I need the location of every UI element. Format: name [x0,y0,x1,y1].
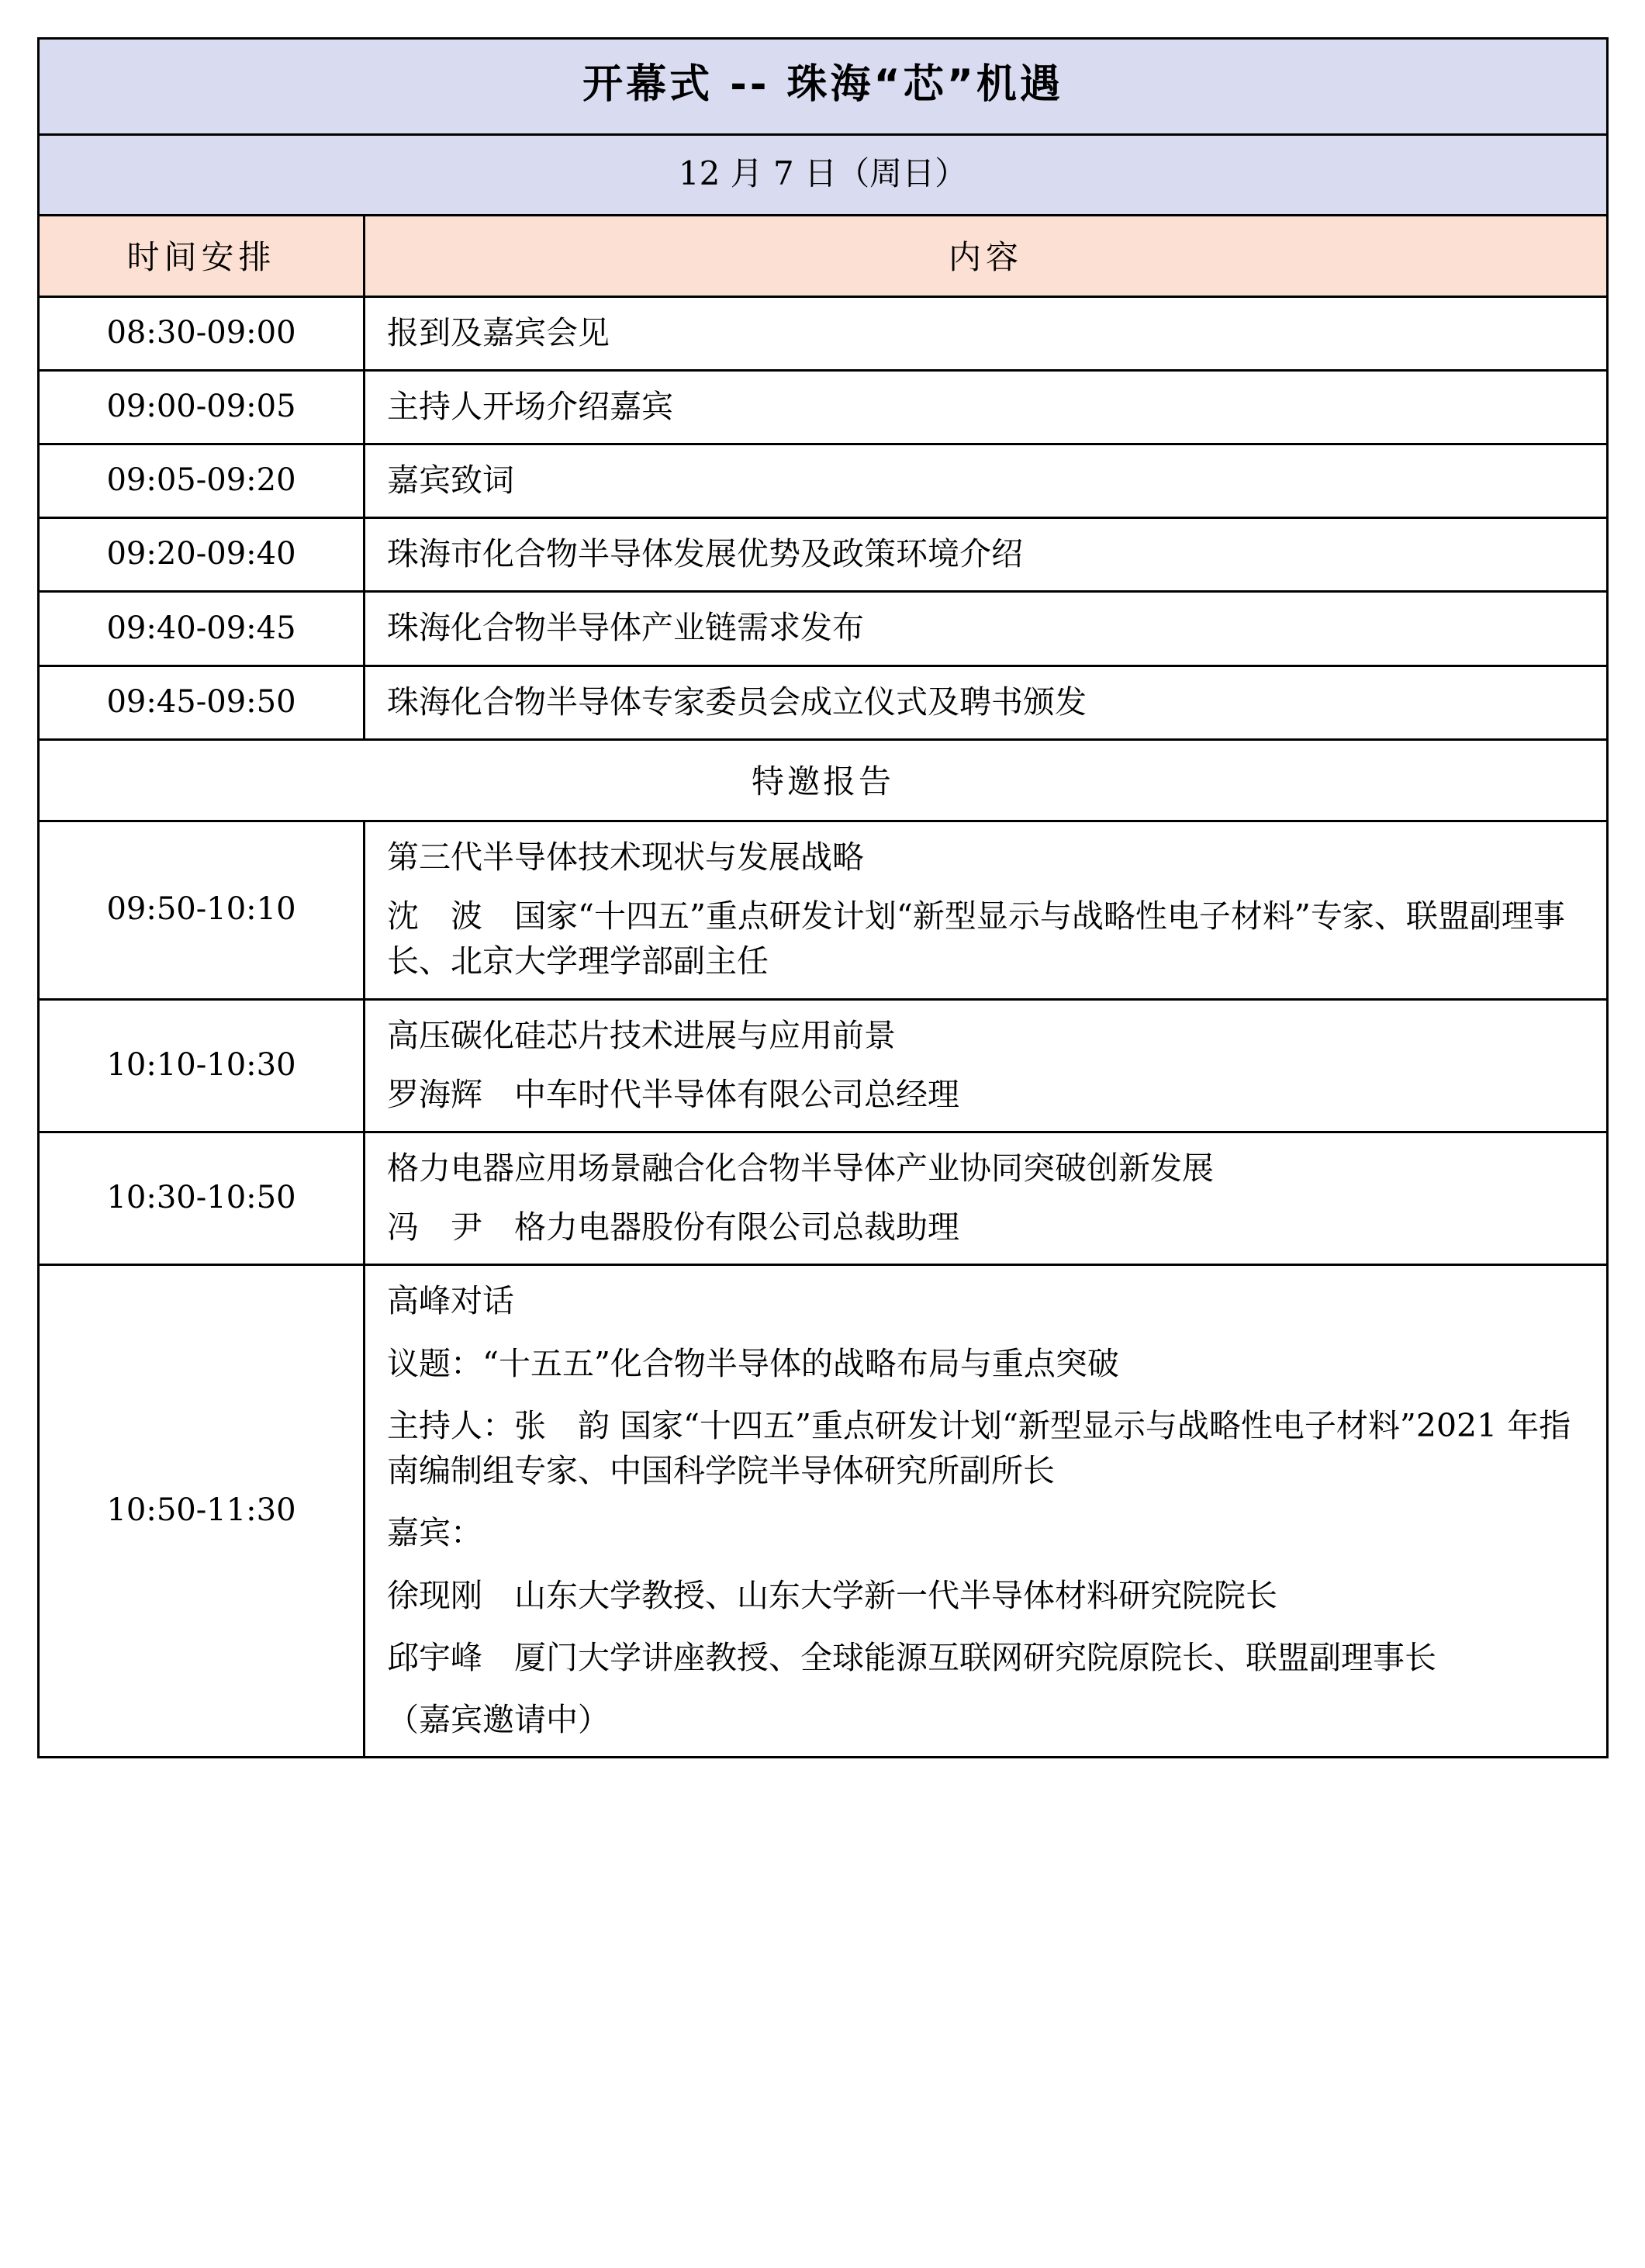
table-row [39,444,1608,518]
table-row [39,370,1608,444]
row-content-line: 沈 波 国家“十四五”重点研发计划“新型显示与战略性电子材料”专家、联盟副理事长、北京大学理学部副主任 [387,897,1565,980]
table-row [39,1265,1608,1758]
row-time: 10:50-11:30 [106,1492,296,1529]
row-time: 09:45-09:50 [106,683,296,720]
section-header-invited-talks [39,739,1608,821]
row-content-cell [365,370,1608,444]
row-content-line: 格力电器应用场景融合化合物半导体产业协同突破创新发展 [387,1150,1214,1187]
row-content [387,835,1594,984]
agenda-table-body [39,39,1608,1758]
row-content-line: 冯 尹 格力电器股份有限公司总裁助理 [387,1208,959,1246]
row-content-line: 主持人开场介绍嘉宾 [387,387,673,425]
row-content-line: 议题：“十五五”化合物半导体的战略布局与重点突破 [387,1344,1119,1382]
column-header-row [39,215,1608,296]
row-content-cell [365,999,1608,1132]
row-time: 09:05-09:20 [106,462,296,499]
session-date: 12 月 7 日（周日） [678,154,968,192]
row-content [387,1146,1594,1250]
row-time-cell [39,444,365,518]
column-header-content [365,215,1608,296]
row-content-cell [365,666,1608,739]
row-time-cell [39,1132,365,1265]
table-row [39,999,1608,1132]
row-content-line: 罗海辉 中车时代半导体有限公司总经理 [387,1075,959,1113]
row-content-cell [365,592,1608,666]
row-time-cell [39,999,365,1132]
table-row [39,592,1608,666]
row-content-line: 第三代半导体技术现状与发展战略 [387,838,864,876]
section-header-row [39,739,1608,821]
row-content [387,310,1594,355]
agenda-table [37,37,1609,1758]
row-content-cell [365,1265,1608,1758]
session-date-cell [39,135,1608,216]
section-header-label: 特邀报告 [752,762,895,800]
row-time-cell [39,821,365,999]
row-content-line: 徐现刚 山东大学教授、山东大学新一代半导体材料研究院院长 [387,1576,1277,1614]
row-content-line: 邱宇峰 厦门大学讲座教授、全球能源互联网研究院原院长、联盟副理事长 [387,1638,1436,1676]
row-content-line: 珠海化合物半导体专家委员会成立仪式及聘书颁发 [387,683,1087,721]
title-row [39,39,1608,135]
row-content [387,679,1594,724]
row-time: 09:50-10:10 [106,891,296,928]
row-content-line: 主持人：张 韵 国家“十四五”重点研发计划“新型显示与战略性电子材料”2021 年指南编制组专家、中国科学院半导体研究所副所长 [387,1406,1571,1490]
row-content [387,458,1594,503]
row-time-cell [39,518,365,592]
row-content-line: 高压碳化硅芯片技术进展与应用前景 [387,1016,896,1054]
row-time-cell [39,296,365,370]
row-content [387,605,1594,650]
session-title-cell [39,39,1608,135]
page-title: 开幕式 -- 珠海“芯”机遇 [582,61,1063,108]
row-content [387,384,1594,429]
row-content-line: 高峰对话 [387,1282,514,1320]
row-content-cell [365,296,1608,370]
date-row [39,135,1608,216]
row-content-cell [365,444,1608,518]
row-content [387,531,1594,576]
row-time-cell [39,592,365,666]
row-content-line: 嘉宾： [387,1514,482,1552]
row-content-cell [365,1132,1608,1265]
table-row [39,296,1608,370]
table-row [39,1132,1608,1265]
row-content [387,1013,1594,1117]
column-header-time-label: 时间安排 [126,237,276,276]
row-time: 10:10-10:30 [106,1046,296,1083]
row-time-cell [39,1265,365,1758]
row-content-line: 珠海化合物半导体产业链需求发布 [387,609,864,647]
row-content-cell [365,821,1608,999]
row-time-cell [39,666,365,739]
row-content-line: 报到及嘉宾会见 [387,313,610,351]
table-row [39,666,1608,739]
row-time-cell [39,370,365,444]
column-header-time [39,215,365,296]
row-time: 10:30-10:50 [106,1180,296,1216]
row-content [387,1278,1594,1742]
row-content-line: 珠海市化合物半导体发展优势及政策环境介绍 [387,535,1023,573]
row-content-line: 嘉宾致词 [387,462,514,500]
row-content-line: （嘉宾邀请中） [387,1700,610,1738]
row-time: 09:20-09:40 [106,536,296,572]
row-time: 09:00-09:05 [106,388,296,424]
row-content-cell [365,518,1608,592]
row-time: 08:30-09:00 [106,314,296,351]
row-time: 09:40-09:45 [106,610,296,646]
table-row [39,821,1608,999]
column-header-content-label: 内容 [949,237,1024,276]
table-row [39,518,1608,592]
